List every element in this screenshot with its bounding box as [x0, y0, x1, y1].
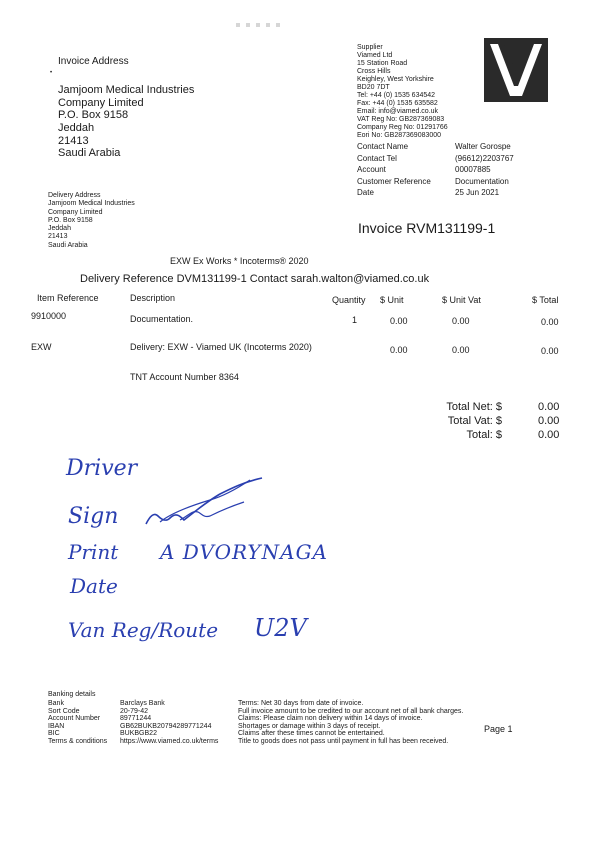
total-vat-label: Total Vat: $: [447, 415, 502, 427]
table-row-unit: 0.00: [390, 345, 408, 355]
table-row-unit: 0.00: [390, 316, 408, 326]
handwritten-signature: [140, 472, 270, 532]
scan-mark: [236, 14, 296, 20]
table-row-total: 0.00: [541, 346, 559, 356]
table-row-desc: Delivery: EXW - Viamed UK (Incoterms 2020): [130, 342, 312, 352]
table-row-vat: 0.00: [452, 345, 470, 355]
contact-value: Documentation: [455, 176, 509, 186]
terms-line: Full invoice amount to be credited to our account net of all bank charges.: [238, 707, 464, 715]
handwritten-date-label: Date: [70, 574, 118, 598]
supplier-line: Cross Hills: [357, 68, 391, 75]
contact-value: 00007885: [455, 165, 491, 174]
terms-line: Terms: Net 30 days from date of invoice.: [238, 700, 364, 707]
col-header-description: Description: [130, 293, 176, 303]
banking-value: GB62BUKB20794289771244: [120, 722, 212, 730]
supplier-line: Keighley, West Yorkshire: [357, 76, 434, 83]
contact-labels: [357, 141, 431, 199]
banking-label: Account Number: [48, 715, 101, 723]
col-header-item-reference: Item Reference: [37, 293, 99, 303]
bullet-mark: •: [50, 70, 53, 76]
handwritten-sign-label: Sign: [68, 504, 119, 529]
banking-value: https://www.viamed.co.uk/terms: [120, 737, 219, 745]
total-net-value: 0.00: [538, 401, 560, 413]
contact-value: 25 Jun 2021: [455, 188, 500, 197]
invoice-address-line: Company Limited: [58, 96, 144, 109]
terms-block: [238, 700, 463, 746]
banking-label: Bank: [48, 700, 64, 707]
delivery-address-block: [48, 192, 135, 250]
table-row-vat: 0.00: [452, 316, 470, 326]
banking-value: BUKBGB22: [120, 730, 157, 738]
delivery-address-line: Company Limited: [48, 208, 103, 216]
banking-value: Barclays Bank: [120, 700, 165, 707]
supplier-line: Supplier: [357, 44, 383, 51]
invoice-title: Invoice RVM131199-1: [358, 220, 496, 236]
invoice-address-block: [58, 84, 194, 160]
handwritten-print-label: Print: [68, 540, 119, 564]
contact-label: Contact Tel: [357, 153, 397, 163]
invoice-address-line: Jeddah: [58, 121, 95, 134]
handwritten-driver: Driver: [66, 456, 138, 481]
table-row-total: 0.00: [541, 317, 559, 327]
total-net-label: Total Net: $: [446, 401, 502, 413]
supplier-line: Eori No: GB287369083000: [357, 132, 442, 139]
banking-label: IBAN: [48, 722, 65, 730]
terms-line: Shortages or damage within 3 days of receipt.: [238, 722, 381, 730]
invoice-address-line: 21413: [58, 134, 89, 147]
col-header-total: $ Total: [532, 295, 559, 305]
terms-line: Claims: Please claim non delivery within 14 days of invoice.: [238, 715, 423, 723]
delivery-reference: Delivery Reference DVM131199-1 Contact sarah.walton@viamed.co.uk: [80, 273, 430, 285]
banking-labels: [48, 700, 107, 746]
invoice-address-line: Jamjoom Medical Industries: [58, 84, 195, 96]
supplier-block: [357, 44, 448, 140]
contact-value: Walter Gorospe: [455, 142, 511, 151]
delivery-address-line: 21413: [48, 233, 68, 241]
total-vat-value: 0.00: [538, 415, 560, 427]
banking-label: BIC: [48, 730, 60, 738]
supplier-line: Tel: +44 (0) 1535 634542: [357, 92, 436, 99]
supplier-line: 15 Station Road: [357, 60, 408, 67]
delivery-address-line: Delivery Address: [48, 192, 101, 199]
table-row-ref: 9910000: [31, 311, 67, 321]
viamed-logo-icon: [484, 38, 548, 102]
delivery-address-line: Saudi Arabia: [48, 241, 88, 249]
total-label: Total: $: [466, 429, 502, 441]
banking-label: Sort Code: [48, 707, 80, 715]
col-header-unit-vat: $ Unit Vat: [442, 295, 481, 305]
table-row-qty: 1: [352, 315, 358, 325]
invoice-address-line: P.O. Box 9158: [58, 109, 129, 122]
supplier-line: Company Reg No: 01291766: [357, 124, 448, 131]
table-row-desc: Documentation.: [130, 314, 194, 324]
table-row-ref: EXW: [31, 342, 52, 352]
terms-line: Title to goods does not pass until payment in full has been received.: [238, 737, 449, 745]
banking-label: Terms & conditions: [48, 737, 108, 745]
supplier-line: Email: info@viamed.co.uk: [357, 108, 439, 115]
delivery-address-line: Jamjoom Medical Industries: [48, 200, 135, 208]
supplier-line: BD20 7DT: [357, 84, 390, 91]
handwritten-van-reg-label: Van Reg/Route: [68, 618, 219, 642]
page-number: Page 1: [484, 724, 513, 734]
supplier-line: Viamed Ltd: [357, 52, 393, 59]
total-value: 0.00: [538, 429, 560, 441]
terms-line: Claims after these times cannot be entertained.: [238, 730, 385, 738]
banking-heading: Banking details: [48, 691, 96, 698]
col-header-quantity: Quantity: [332, 295, 366, 305]
handwritten-print-value: A DVORYNAGA: [160, 540, 328, 564]
handwritten-van-reg-value: U2V: [254, 614, 307, 642]
contact-label: Account: [357, 165, 386, 174]
supplier-line: VAT Reg No: GB287369083: [357, 116, 445, 123]
invoice-address-line: Saudi Arabia: [58, 147, 121, 160]
contact-label: Date: [357, 188, 374, 197]
banking-value: 20-79-42: [120, 707, 149, 715]
col-header-unit: $ Unit: [380, 295, 404, 305]
supplier-line: Fax: +44 (0) 1535 635582: [357, 100, 438, 107]
contact-label: Customer Reference: [357, 176, 431, 186]
banking-values: [120, 700, 218, 746]
incoterms: EXW Ex Works * Incoterms® 2020: [170, 256, 309, 266]
banking-value: 89771244: [120, 715, 152, 723]
delivery-address-line: Jeddah: [48, 225, 71, 233]
contact-value: (96612)2203767: [455, 153, 514, 163]
tnt-account-note: TNT Account Number 8364: [130, 372, 239, 382]
contact-values: [455, 141, 514, 199]
delivery-address-line: P.O. Box 9158: [48, 216, 93, 224]
invoice-address-heading: Invoice Address: [58, 56, 129, 67]
contact-label: Contact Name: [357, 142, 409, 151]
